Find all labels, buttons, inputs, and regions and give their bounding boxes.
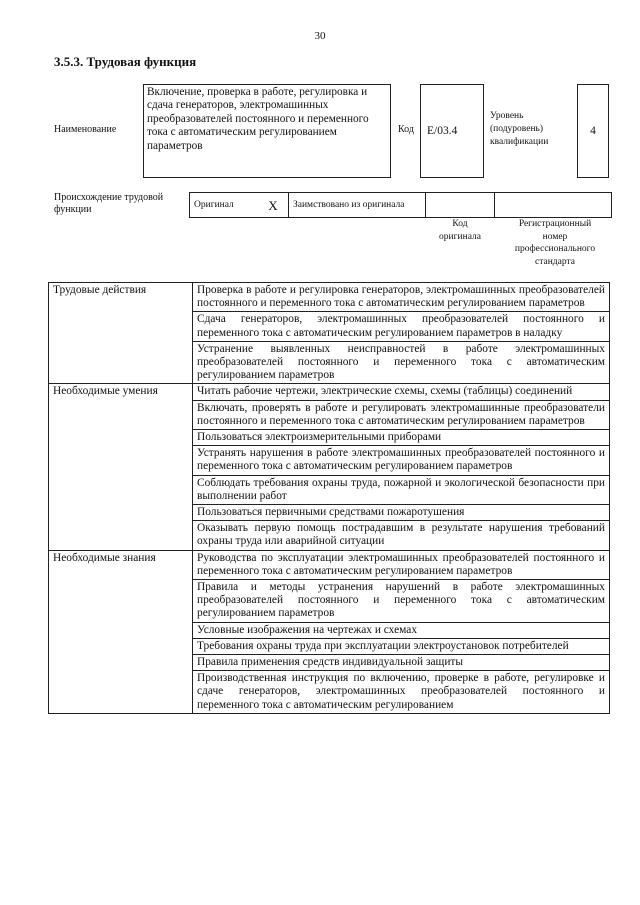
item-cell: Проверка в работе и регулировка генераторов, электромашинных преобразователей постоянного и переменного тока с автоматическим регулированием параметров bbox=[193, 283, 610, 312]
item-cell: Пользоваться электроизмерительными приборами bbox=[193, 430, 610, 446]
code-value: E/03.4 bbox=[420, 84, 484, 178]
item-cell: Включать, проверять в работе и регулировать электромашинные преобразователи постоянного и переменного тока с автоматическим регулированием параметров bbox=[193, 400, 610, 429]
item-cell: Устранение выявленных неисправностей в работе электромашинных преобразователей постоянного и переменного тока с автоматическим регулированием параметров bbox=[193, 341, 610, 384]
origin-label: Происхождение трудовой функции bbox=[54, 192, 164, 215]
item-cell: Устранять нарушения в работе электромашинных преобразователей постоянного и переменного тока с автоматическим регулированием параметров bbox=[193, 446, 610, 475]
code-label: Код bbox=[398, 124, 414, 135]
item-cell: Сдача генераторов, электромашинных преобразователей постоянного и переменного тока с автоматическим регулированием параметров в наладку bbox=[193, 312, 610, 341]
borrowed-label: Заимствовано из оригинала bbox=[289, 193, 426, 218]
original-code-cell bbox=[426, 193, 495, 218]
item-cell: Правила и методы устранения нарушений в работе электромашинных преобразователей постоянного и переменного тока с автоматическим регулированием параметров bbox=[193, 580, 610, 623]
item-cell: Соблюдать требования охраны труда, пожарной и экологической безопасности при выполнении работ bbox=[193, 475, 610, 504]
original-mark: X bbox=[258, 193, 289, 218]
origin-table bbox=[189, 192, 612, 218]
table-row bbox=[49, 384, 610, 400]
registration-number-caption: Регистрационный номер профессионального стандарта bbox=[514, 219, 596, 267]
item-cell: Требования охраны труда при эксплуатации электроустановок потребителей bbox=[193, 638, 610, 654]
original-label: Оригинал bbox=[190, 193, 259, 218]
item-cell: Оказывать первую помощь пострадавшим в результате нарушения требований охраны труда или аварийной ситуации bbox=[193, 521, 610, 550]
item-cell: Читать рабочие чертежи, электрические схемы, схемы (таблицы) соединений bbox=[193, 384, 610, 400]
item-cell: Правила применения средств индивидуальной защиты bbox=[193, 655, 610, 671]
category-cell: Необходимые знания bbox=[49, 550, 193, 713]
page-number: 30 bbox=[314, 30, 326, 42]
item-cell: Производственная инструкция по включению, проверке в работе, регулировке и сдаче генераторов, электромашинных преобразователей постоянного и переменного тока с автоматическим регулированием bbox=[193, 671, 610, 714]
category-cell: Необходимые умения bbox=[49, 384, 193, 550]
item-cell: Руководства по эксплуатации электромашинных преобразователей постоянного и переменного тока с автоматическим регулированием параметров bbox=[193, 550, 610, 579]
qualification-level-label: Уровень (подуровень) квалификации bbox=[490, 111, 549, 147]
function-details-table bbox=[48, 282, 610, 714]
original-code-caption: Код оригинала bbox=[439, 219, 481, 242]
registration-number-cell bbox=[495, 193, 612, 218]
category-cell: Трудовые действия bbox=[49, 283, 193, 384]
qualification-level-value: 4 bbox=[577, 84, 609, 178]
table-row bbox=[49, 283, 610, 312]
item-cell: Условные изображения на чертежах и схемах bbox=[193, 622, 610, 638]
item-cell: Пользоваться первичными средствами пожаротушения bbox=[193, 505, 610, 521]
function-name-box: Включение, проверка в работе, регулировка и сдача генераторов, электромашинных преобразователей постоянного и переменного тока с автоматическим регулированием параметров bbox=[143, 84, 391, 178]
table-row bbox=[49, 550, 610, 579]
section-title: 3.5.3. Трудовая функция bbox=[54, 54, 197, 69]
name-label: Наименование bbox=[54, 124, 117, 135]
